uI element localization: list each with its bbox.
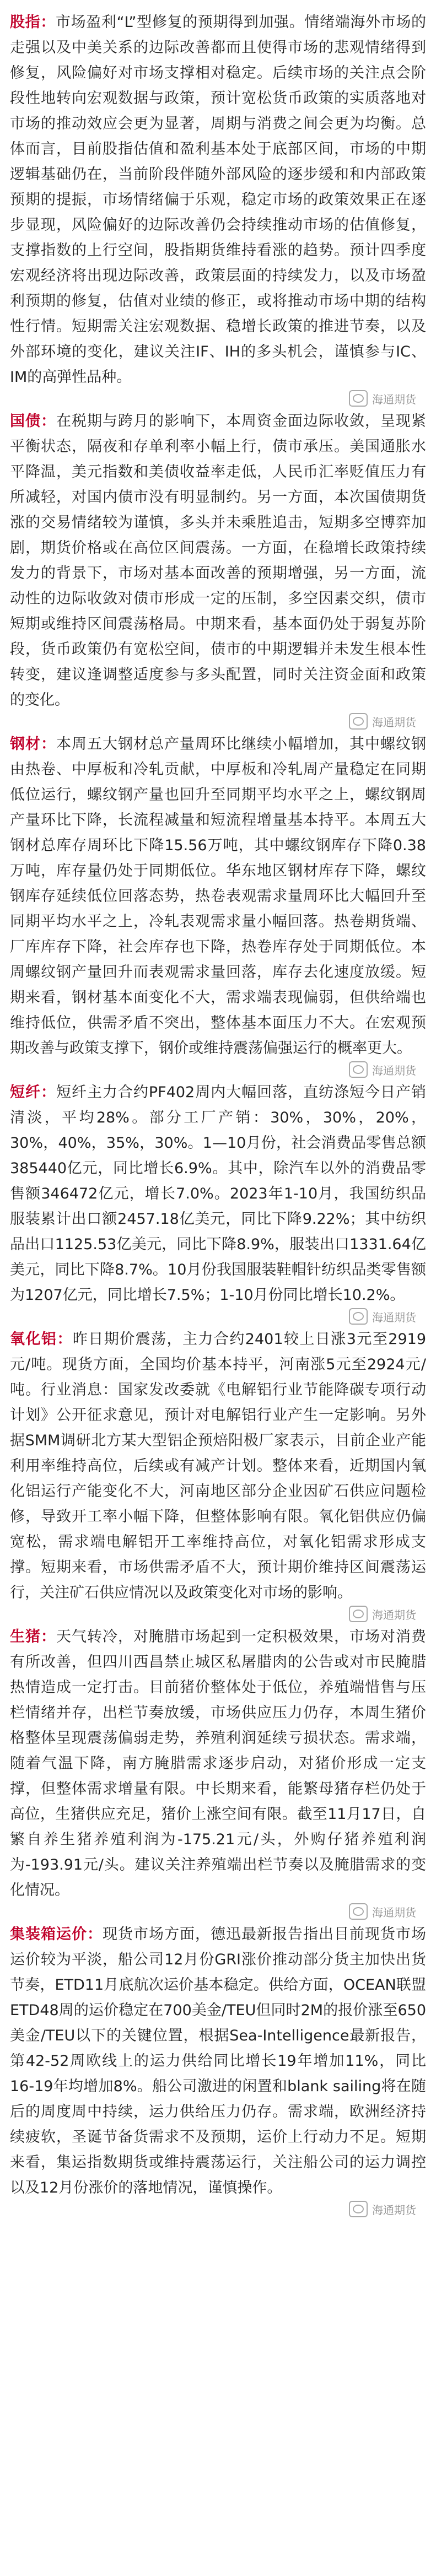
section-text: 本周五大钢材总产量周环比继续小幅增加，其中螺纹钢由热卷、中厚板和冷轧贡献，中厚板和冷轧周产量稳定在同期低位运行，螺纹钢产量也回升至同期平均水平之上，螺纹钢周产量环比下降，长流程减量和短流程增量基本持平。本周五大钢材总库存周环比下降15.56万吨，其中螺纹钢库存下降0.38万吨，库存量仍处于同期低位。华东地区钢材库存下降，螺纹钢库存延续低位回落态势，热卷表观需求量周环比大幅回升至同期平均水平之上，冷轧表观需求量小幅回落。热卷期货端、厂库库存下降，社会库存也下降，热卷库存处于同期低位。本周螺纹钢产量回升而表观需求量回落，库存去化速度放缓。短期来看，钢材基本面变化不大，需求端表现偏弱，但供给端也维持低位，供需矛盾不突出，整体基本面压力不大。在宏观预期改善与政策支撑下，钢价或维持震荡偏强运行的概率更大。 — [10, 736, 426, 1057]
watermark-text: 海通期货 — [372, 1310, 416, 1324]
watermark — [349, 1308, 416, 1325]
section-text: 天气转冷，对腌腊市场起到一定积极效果，市场对消费有所改善，但四川西昌禁止城区私屠腊肉的公告或对市民腌腊热情造成一定打击。目前猪价整体处于低位，养殖端惜售与压栏情绪并存，出栏节奏放缓，市场供应压力仍存，本周生猪价格整体呈现震荡偏弱走势，养殖利润延续亏损状态。需求端，随着气温下降，南方腌腊需求逐步启动，对猪价形成一定支撑，但整体需求增量有限。中长期来看，能繁母猪存栏仍处于高位，生猪供应充足，猪价上涨空间有限。截至11月17日，自繁自养生猪养殖利润为-175.21元/头，外购仔猪养殖利润为-193.91元/头。建议关注养殖端出栏节奏以及腌腊需求的变化情况。 — [10, 1628, 426, 1899]
watermark-logo-icon — [349, 390, 368, 407]
section-paragraph — [10, 1080, 426, 1308]
watermark-logo-icon — [349, 1903, 368, 1920]
section-keyword: 生猪： — [10, 1628, 56, 1645]
section-treasury-bond — [10, 409, 426, 729]
watermark-text: 海通期货 — [372, 715, 416, 729]
watermark — [349, 1061, 416, 1078]
watermark — [349, 1903, 416, 1920]
section-text: 短纤主力合约PF402周内大幅回落，直纺涤短今日产销清淡，平均28%。部分工厂产销：30%，30%，20%，30%，40%，35%，30%。1—10月份，社会消费品零售总额385440亿元，同比增长6.9%。其中，除汽车以外的消费品零售额346472亿元，增长7.0%。2023年1-10月，我国纺织品服装累计出口额2457.18亿美元，同比下降9.22%；其中纺织品出口1125.53亿美元，同比下降8.9%，服装出口1331.64亿美元，同比下降8.7%。10月份我国服装鞋帽针纺织品类零售额为1207亿元，同比增长7.5%；1-10月份同比增长10.2%。 — [10, 1084, 426, 1304]
watermark-logo-icon — [349, 713, 368, 730]
section-keyword: 集装箱运价： — [10, 1926, 103, 1943]
section-staple-fiber — [10, 1080, 426, 1324]
watermark — [349, 713, 416, 730]
section-keyword: 氧化铝： — [10, 1331, 73, 1348]
watermark-text: 海通期货 — [372, 1905, 416, 1919]
section-paragraph — [10, 409, 426, 713]
section-keyword: 股指： — [10, 14, 56, 31]
section-text: 市场盈利“L”型修复的预期得到加强。情绪端海外市场的走强以及中美关系的边际改善都而且使得市场的悲观情绪得到修复，风险偏好对市场支撑相对稳定。后续市场的关注点会阶段性地转向宏观数据与政策，预计宽松货币政策的实质落地对市场的推动效应会更为显著，周期与消费之间会更为均衡。总体而言，目前股指估值和盈利基本处于底部区间，市场的中期逻辑基础仍在，当前阶段伴随外部风险的逐步缓和和内部政策预期的提振，市场情绪偏于乐观，稳定市场的政策效果正在逐步显现，风险偏好的边际改善仍会持续推动市场的估值修复，支撑指数的上行空间，股指期货维持看涨的趋势。预计四季度宏观经济将出现边际改善，政策层面的持续发力，以及市场盈利预期的修复，估值对业绩的修正，或将推动市场中期的结构性行情。短期需关注宏观数据、稳增长政策的推进节奏，以及外部环境的变化，建议关注IF、IH的多头机会，谨慎参与IC、IM的高弹性品种。 — [10, 14, 426, 386]
section-text: 昨日期价震荡，主力合约2401较上日涨3元至2919元/吨。现货方面，全国均价基本持平，河南涨5元至2924元/吨。行业消息：国家发改委就《电解铝行业节能降碳专项行动计划》公开征求意见，预计对电解铝行业产生一定影响。另外据SMM调研北方某大型铝企预焙阳极厂家表示，目前企业产能利用率维持高位，后续或有减产计划。整体来看，近期国内氧化铝运行产能变化不大，河南地区部分企业因矿石供应问题检修，导致开工率小幅下降，但整体影响有限。氧化铝供应仍偏宽松，需求端电解铝开工率维持高位，对氧化铝需求形成支撑。短期来看，市场供需矛盾不大，预计期价维持区间震荡运行，关注矿石供应情况以及政策变化对市场的影响。 — [10, 1331, 426, 1601]
watermark-logo-icon — [349, 1606, 368, 1622]
watermark — [349, 2201, 416, 2217]
section-live-hog — [10, 1624, 426, 1919]
watermark-text: 海通期货 — [372, 2203, 416, 2217]
section-paragraph — [10, 732, 426, 1061]
section-container-freight — [10, 1922, 426, 2217]
watermark — [349, 1606, 416, 1622]
watermark-text: 海通期货 — [372, 1608, 416, 1622]
section-paragraph — [10, 10, 426, 390]
section-stock-index — [10, 10, 426, 406]
section-text: 在税期与跨月的影响下，本周资金面边际收敛，呈现紧平衡状态，隔夜和存单利率小幅上行，债市承压。美国通胀水平降温，美元指数和美债收益率走低，人民币汇率贬值压力有所减轻，对国内债市没有明显制约。另一方面，本次国债期货涨的交易情绪较为谨慎，多头并未乘胜追击，短期多空博弈加剧，期货价格或在高位区间震荡。一方面，在稳增长政策持续发力的背景下，市场对基本面改善的预期增强，另一方面，流动性的边际收敛对债市形成一定的压制，多空因素交织，债市短期或维持区间震荡格局。中期来看，基本面仍处于弱复苏阶段，货币政策仍有宽松空间，债市的中期逻辑并未发生根本性转变，建议逢调整适度参与多头配置，同时关注资金面和政策的变化。 — [10, 413, 426, 709]
section-text: 现货市场方面，德迅最新报告指出目前现货市场运价较为平淡，船公司12月份GRI涨价推动部分货主加快出货节奏，ETD11月底航次运价基本稳定。供给方面，OCEAN联盟ETD48周的运价稳定在700美金/TEU但同时2M的报价涨至650美金/TEU以下的关键位置，根据Sea-Intelligence最新报告，第42-52周欧线上的运力供给同比增长19年增加11%，同比16-19年均增加8%。船公司激进的闲置和blank sailing将在随后的周度周中持续，运力供给压力仍存。需求端，欧洲经济持续疲软，圣诞节备货需求不及预期，运价上行动力不足。短期来看，集运指数期货或维持震荡运行，关注船公司的运力调控以及12月份涨价的落地情况，谨慎操作。 — [10, 1926, 426, 2196]
section-paragraph — [10, 1327, 426, 1606]
section-keyword: 钢材： — [10, 736, 56, 753]
watermark-text: 海通期货 — [372, 392, 416, 406]
watermark-text: 海通期货 — [372, 1063, 416, 1077]
watermark-logo-icon — [349, 2201, 368, 2217]
watermark-logo-icon — [349, 1308, 368, 1325]
section-alumina — [10, 1327, 426, 1622]
watermark — [349, 390, 416, 407]
section-keyword: 短纤： — [10, 1084, 56, 1101]
section-steel — [10, 732, 426, 1077]
watermark-logo-icon — [349, 1061, 368, 1078]
section-keyword: 国债： — [10, 413, 56, 430]
section-paragraph — [10, 1624, 426, 1903]
section-paragraph — [10, 1922, 426, 2201]
